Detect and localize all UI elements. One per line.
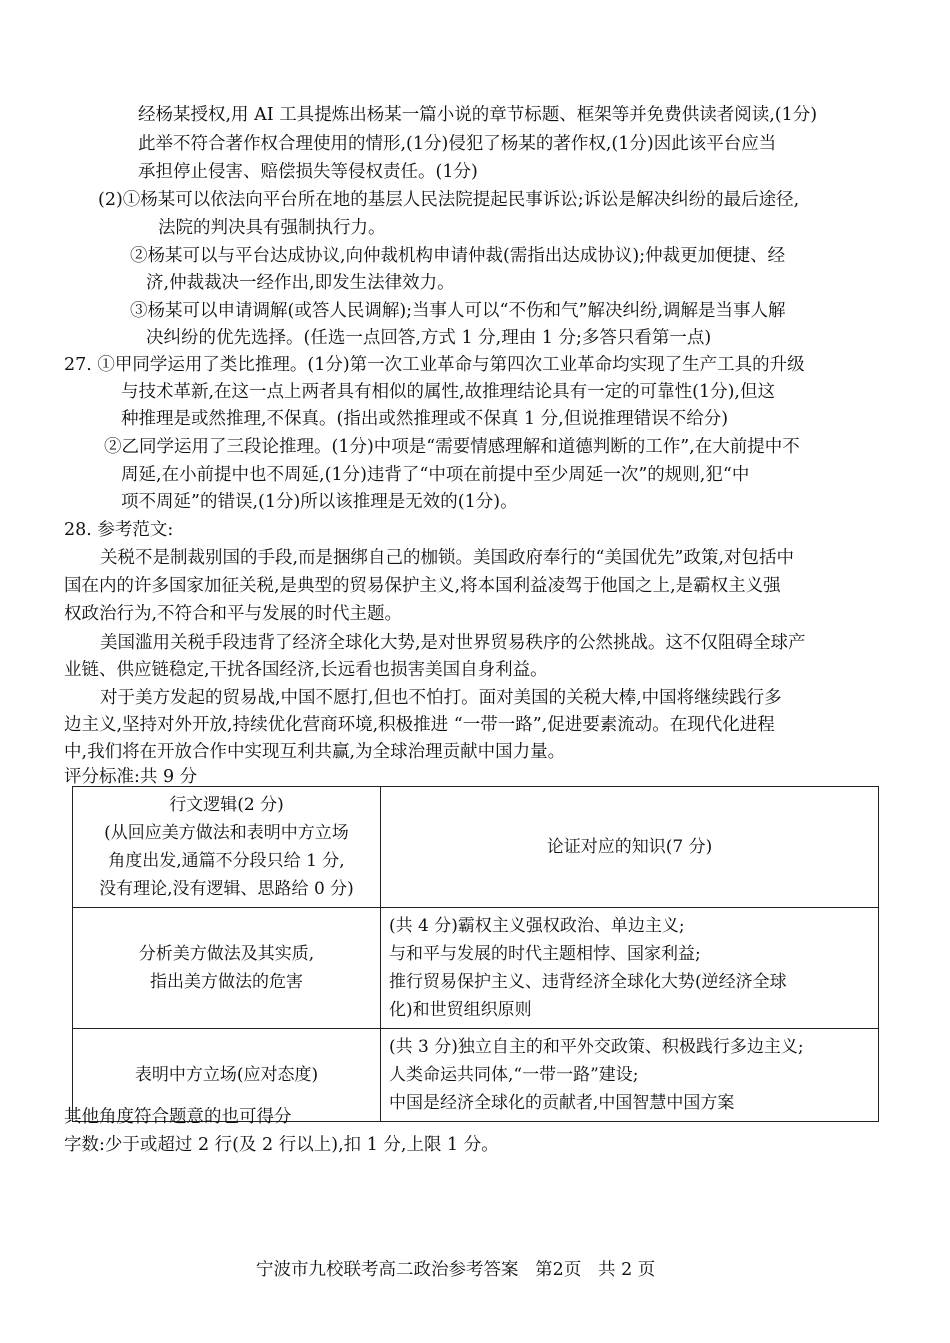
q26-p2-opt3-line2: 决纠纷的优先选择。(任选一点回答,方式 1 分,理由 1 分;多答只看第一点) xyxy=(146,328,712,348)
q27-a-line2: 与技术革新,在这一点上两者具有相似的属性,故推理结论具有一定的可靠性(1分),但这 xyxy=(121,382,775,402)
q26-p1-line1: 经杨某授权,用 AI 工具提炼出杨某一篇小说的章节标题、框架等并免费供读者阅读,(1分) xyxy=(138,105,818,125)
row2-left: 表明中方立场(应对态度) xyxy=(73,1029,381,1122)
head-left-line: 行文逻辑(2 分) xyxy=(169,795,284,815)
q28-para3-line3: 中,我们将在开放合作中实现互利共赢,为全球治理贡献中国力量。 xyxy=(64,742,566,762)
q28-para3-line1: 对于美方发起的贸易战,中国不愿打,但也不怕打。面对美国的关税大棒,中国将继续践行多 xyxy=(100,688,782,708)
row1-right xyxy=(381,908,879,1029)
q28-para1-line1: 关税不是制裁别国的手段,而是捆绑自己的枷锁。美国政府奉行的“美国优先”政策,对包括中 xyxy=(100,548,795,568)
table-row xyxy=(73,908,879,1029)
row2-right-line: (共 3 分)独立自主的和平外交政策、积极践行多边主义; xyxy=(389,1037,804,1057)
q27-b-line3: 项不周延”的错误,(1分)所以该推理是无效的(1分)。 xyxy=(121,492,518,512)
q28-para2-line2: 业链、供应链稳定,干扰各国经济,长远看也损害美国自身利益。 xyxy=(64,660,548,680)
row1-left-line: 指出美方做法的危害 xyxy=(150,972,303,992)
q28-para1-line2: 国在内的许多国家加征关税,是典型的贸易保护主义,将本国利益凌驾于他国之上,是霸权主义强 xyxy=(64,576,781,596)
q26-p2-opt1-line1: (2)①杨某可以依法向平台所在地的基层人民法院提起民事诉讼;诉讼是解决纠纷的最后途径, xyxy=(98,190,800,210)
row1-right-line: 化)和世贸组织原则 xyxy=(389,1000,532,1020)
q28-para3-line2: 边主义,坚持对外开放,持续优化营商环境,积极推进 “一带一路”,促进要素流动。在现代化进程 xyxy=(64,715,775,735)
row1-left xyxy=(73,908,381,1029)
row2-right-line: 人类命运共同体,“一带一路”建设; xyxy=(389,1065,639,1085)
row1-right-line: 推行贸易保护主义、违背经济全球化大势(逆经济全球 xyxy=(389,972,787,992)
q27-b-line1: ②乙同学运用了三段论推理。(1分)中项是“需要情感理解和道德判断的工作”,在大前提中不 xyxy=(104,437,800,457)
q26-p1-line2: 此举不符合著作权合理使用的情形,(1分)侵犯了杨某的著作权,(1分)因此该平台应当 xyxy=(138,134,777,154)
table-row xyxy=(73,787,879,908)
row2-right-line: 中国是经济全球化的贡献者,中国智慧中国方案 xyxy=(389,1093,735,1113)
page-footer: 宁波市九校联考高二政治参考答案 第2页 共 2 页 xyxy=(256,1260,656,1280)
q28-para2-line1: 美国滥用关税手段违背了经济全球化大势,是对世界贸易秩序的公然挑战。这不仅阻碍全球产 xyxy=(100,633,806,653)
note-word-count: 字数:少于或超过 2 行(及 2 行以上),扣 1 分,上限 1 分。 xyxy=(64,1135,499,1155)
q28-para1-line3: 权政治行为,不符合和平与发展的时代主题。 xyxy=(64,604,403,624)
q27-a-line1: 27. ①甲同学运用了类比推理。(1分)第一次工业革命与第四次工业革命均实现了生产工具的升级 xyxy=(64,355,805,375)
q26-p2-opt1-line2: 法院的判决具有强制执行力。 xyxy=(158,218,386,238)
row2-right xyxy=(381,1029,879,1122)
q26-p2-opt2-line1: ②杨某可以与平台达成协议,向仲裁机构申请仲裁(需指出达成协议);仲裁更加便捷、经 xyxy=(130,246,786,266)
table-head-right: 论证对应的知识(7 分) xyxy=(381,787,879,908)
row1-right-line: 与和平与发展的时代主题相悖、国家利益; xyxy=(389,944,701,964)
head-left-line: (从回应美方做法和表明中方立场 xyxy=(104,823,349,843)
head-left-line: 没有理论,没有逻辑、思路给 0 分) xyxy=(99,879,354,899)
row1-left-line: 分析美方做法及其实质, xyxy=(138,944,315,964)
q28-heading: 28. 参考范文: xyxy=(64,520,174,540)
q27-a-line3: 种推理是或然推理,不保真。(指出或然推理或不保真 1 分,但说推理错误不给分) xyxy=(121,409,729,429)
scoring-table xyxy=(72,786,879,1122)
q26-p2-opt3-line1: ③杨某可以申请调解(或答人民调解);当事人可以“不伤和气”解决纠纷,调解是当事人解 xyxy=(130,301,786,321)
q26-p2-opt2-line2: 济,仲裁裁决一经作出,即发生法律效力。 xyxy=(146,273,455,293)
row1-right-line: (共 4 分)霸权主义强权政治、单边主义; xyxy=(389,916,685,936)
head-left-line: 角度出发,通篇不分段只给 1 分, xyxy=(108,851,345,871)
score-title: 评分标准:共 9 分 xyxy=(64,767,198,787)
q27-b-line2: 周延,在小前提中也不周延,(1分)违背了“中项在前提中至少周延一次”的规则,犯“中 xyxy=(121,465,750,485)
note-other-angles: 其他角度符合题意的也可得分 xyxy=(64,1107,292,1127)
q26-p1-line3: 承担停止侵害、赔偿损失等侵权责任。(1分) xyxy=(138,162,478,182)
table-head-left xyxy=(73,787,381,908)
